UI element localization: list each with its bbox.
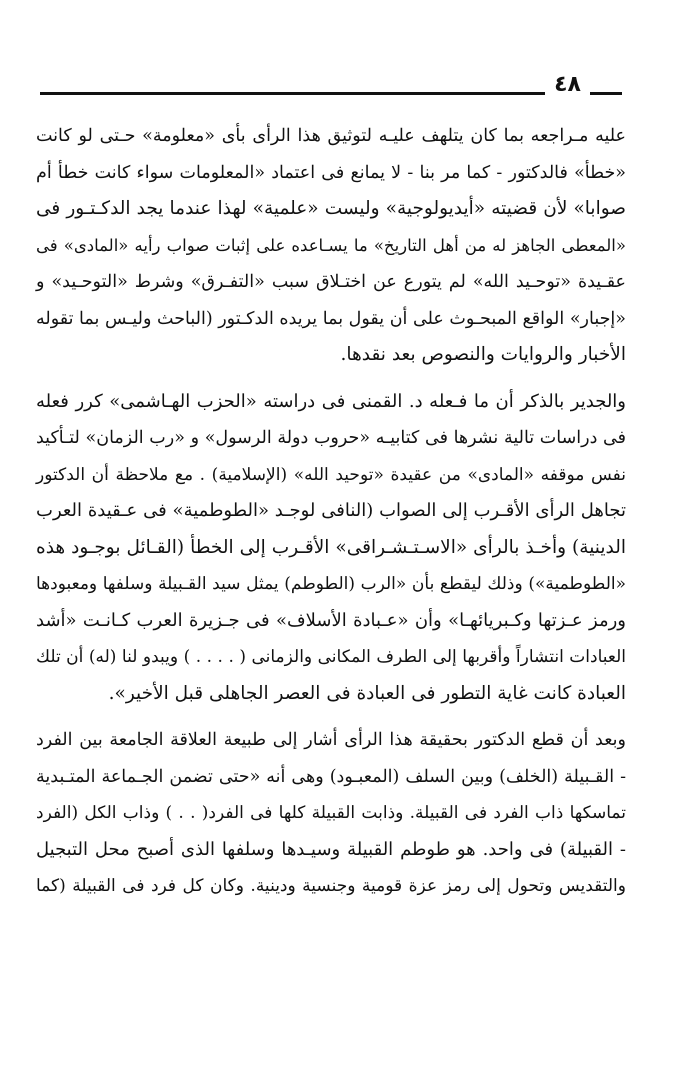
text-line: «الطوطمية») وذلك ليقطع بأن «الرب (الطوطم) يمثل سيد القـبيلة وسلفها ومعبودها [36,574,626,594]
text-line: والجدير بالذكر أن ما فـعله د. القمنى فى دراسته «الحزب الهـاشمى» كرر فعله [36,390,626,412]
paragraph [36,384,626,713]
text-line: العبادة كانت غاية التطور فى العبادة فى العصر الجاهلى قبل الأخير». [108,682,626,704]
paragraph [36,118,626,374]
text-line: العبادات انتشاراً وأقربها إلى الطرف المكانى والزمانى ( . . . . ) ويبدو لنا (له) أن تلك [36,647,626,667]
text-line: عقـيدة «توحـيد الله» لم يتورع عن اختـلاق سبب «التفـرق» وشرط «التوحـيد» و [36,272,626,292]
text-line: «إجبار» الواقع المبحـوث على أن يقول بما يريده الدكـتور (الباحث وليـس بما تقوله [36,308,626,329]
text-line: - القـبيلة (الخلف) وبين السلف (المعبـود) وهى أنه «حتى تضمن الجـماعة المتـبدية [36,766,626,787]
text-line: عليه مـراجعه بما كان يتلهف عليـه لتوثيق هذا الرأى بأى «معلومة» حـتى لو كانت [36,126,626,146]
text-line: تماسكها ذاب الفرد فى القبيلة. وذابت القبيلة كلها فى الفرد( . . ) وذاب الكل (الفرد [36,803,626,823]
body-text [36,118,626,905]
page-header [40,72,622,102]
header-rule [40,92,545,95]
paragraph [36,722,626,905]
text-line: ورمز عـزتها وكـبريائهـا» وأن «عـبادة الأسلاف» فى جـزيرة العرب كـانـت «أشد [36,609,626,631]
text-line: نفس موقفه «المادى» من عقيدة «توحيد الله» (الإسلامية) . مع ملاحظة أن الدكتور [36,464,626,485]
text-line: الدينية) وأخـذ بالرأى «الاسـتـشـراقى» الأقـرب إلى الخطأ (القـائل بوجـود هذه [36,536,626,558]
text-line: وبعد أن قطع الدكتور بحقيقة هذا الرأى أشار إلى طبيعة العلاقة الجامعة بين الفرد [36,730,626,750]
paragraph-gap [36,374,626,384]
text-line: «المعطى الجاهز له من أهل التاريخ» ما يسـاعده على إثبات صواب رأيه «المادى» فى [36,235,626,255]
header-rule-short [590,92,622,95]
page-number: ٤٨ [554,72,581,97]
paragraph-gap [36,712,626,722]
text-line: الأخبار والروايات والنصوص بعد نقدها. [340,344,626,365]
text-line: فى دراسات تالية نشرها فى كتابيـه «حروب دولة الرسول» و «رب الزمان» لتـأكيد [36,428,626,448]
text-line: تجاهل الرأى الأقـرب إلى الصواب (النافى لوجـد «الطوطمية» فى عـقيدة العرب [36,500,626,521]
text-line: «خطأ» فالدكتور - كما مر بنا - لا يمانع فى اعتماد «المعلومات سواء كانت خطأ أم [36,162,626,183]
text-line: صوابا» لأن قضيته «أيديولوجية» وليست «علمية» لهذا عندما يجد الدكـتـور فى [36,198,626,219]
text-line: والتقديس وتحول إلى رمز عزة قومية وجنسية ودينية. وكان كل فرد فى القبيلة (كما [36,876,626,896]
text-line: - القبيلة) فى واحد. هو طوطم القبيلة وسيـدها وسلفها الذى أصبح محل التبجيل [36,838,626,860]
